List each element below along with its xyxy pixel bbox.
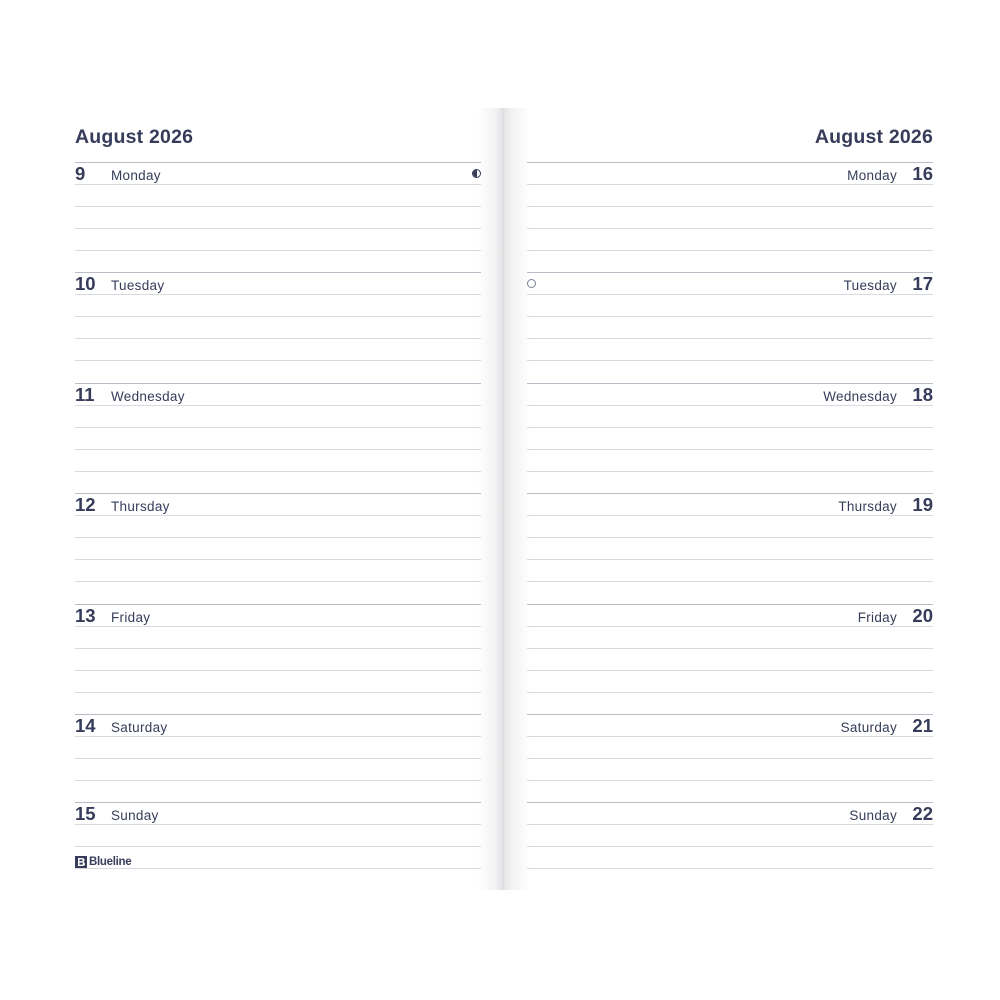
full-moon-icon xyxy=(527,279,536,288)
writing-line xyxy=(527,846,933,847)
writing-line xyxy=(75,427,481,428)
writing-line xyxy=(527,338,933,339)
writing-line xyxy=(527,316,933,317)
day-name: Friday xyxy=(111,610,151,625)
first-quarter-moon-icon xyxy=(472,169,481,178)
day-header xyxy=(527,384,933,406)
day-header xyxy=(527,494,933,516)
writing-line xyxy=(75,868,481,869)
day-header xyxy=(75,494,481,516)
day-header xyxy=(527,715,933,737)
writing-line xyxy=(527,206,933,207)
day-name: Wednesday xyxy=(111,389,185,404)
day-name: Sunday xyxy=(111,808,159,823)
writing-line xyxy=(527,250,933,251)
writing-line xyxy=(527,449,933,450)
writing-line xyxy=(527,537,933,538)
day-number: 17 xyxy=(912,273,933,294)
day-number: 19 xyxy=(912,494,933,515)
day-name: Thursday xyxy=(838,499,897,514)
writing-line xyxy=(75,692,481,693)
writing-line xyxy=(527,581,933,582)
day-name: Tuesday xyxy=(111,278,165,293)
day-header xyxy=(75,605,481,627)
writing-line xyxy=(527,559,933,560)
writing-line xyxy=(75,449,481,450)
writing-line xyxy=(527,868,933,869)
right-page xyxy=(527,0,933,1000)
writing-line xyxy=(527,471,933,472)
day-number: 9 xyxy=(75,163,86,184)
writing-line xyxy=(527,780,933,781)
writing-line xyxy=(527,427,933,428)
day-name: Sunday xyxy=(849,808,897,823)
day-number: 18 xyxy=(912,384,933,405)
writing-line xyxy=(75,846,481,847)
brand-name: Blueline xyxy=(89,856,132,868)
blueline-logo-icon xyxy=(75,856,87,868)
writing-line xyxy=(75,338,481,339)
planner-spine xyxy=(478,108,530,890)
writing-line xyxy=(75,648,481,649)
brand-logo xyxy=(75,856,131,868)
writing-line xyxy=(75,581,481,582)
day-header xyxy=(75,384,481,406)
day-number: 16 xyxy=(912,163,933,184)
day-header xyxy=(75,273,481,295)
writing-line xyxy=(75,670,481,671)
writing-line xyxy=(527,758,933,759)
day-number: 20 xyxy=(912,605,933,626)
day-header xyxy=(527,163,933,185)
writing-line xyxy=(75,250,481,251)
day-number: 11 xyxy=(75,384,95,405)
day-header xyxy=(75,163,481,185)
day-name: Tuesday xyxy=(843,278,897,293)
day-number: 21 xyxy=(912,715,933,736)
day-header xyxy=(527,803,933,825)
day-name: Wednesday xyxy=(823,389,897,404)
writing-line xyxy=(75,360,481,361)
writing-line xyxy=(527,360,933,361)
writing-line xyxy=(75,559,481,560)
day-header xyxy=(75,803,481,825)
day-name: Saturday xyxy=(111,720,168,735)
day-header xyxy=(527,605,933,627)
left-page xyxy=(75,0,481,1000)
writing-line xyxy=(527,228,933,229)
writing-line xyxy=(527,670,933,671)
month-title: August 2026 xyxy=(75,126,194,148)
writing-line xyxy=(527,648,933,649)
day-name: Friday xyxy=(857,610,897,625)
writing-line xyxy=(75,758,481,759)
day-number: 13 xyxy=(75,605,96,626)
writing-line xyxy=(75,228,481,229)
day-number: 22 xyxy=(912,803,933,824)
day-number: 12 xyxy=(75,494,96,515)
day-name: Monday xyxy=(111,168,161,183)
day-name: Monday xyxy=(847,168,897,183)
day-name: Thursday xyxy=(111,499,170,514)
writing-line xyxy=(75,316,481,317)
writing-line xyxy=(527,692,933,693)
day-header xyxy=(75,715,481,737)
month-title: August 2026 xyxy=(814,126,933,148)
day-number: 14 xyxy=(75,715,96,736)
writing-line xyxy=(75,206,481,207)
day-header xyxy=(527,273,933,295)
writing-line xyxy=(75,780,481,781)
writing-line xyxy=(75,471,481,472)
day-number: 15 xyxy=(75,803,96,824)
day-name: Saturday xyxy=(840,720,897,735)
day-number: 10 xyxy=(75,273,96,294)
writing-line xyxy=(75,537,481,538)
